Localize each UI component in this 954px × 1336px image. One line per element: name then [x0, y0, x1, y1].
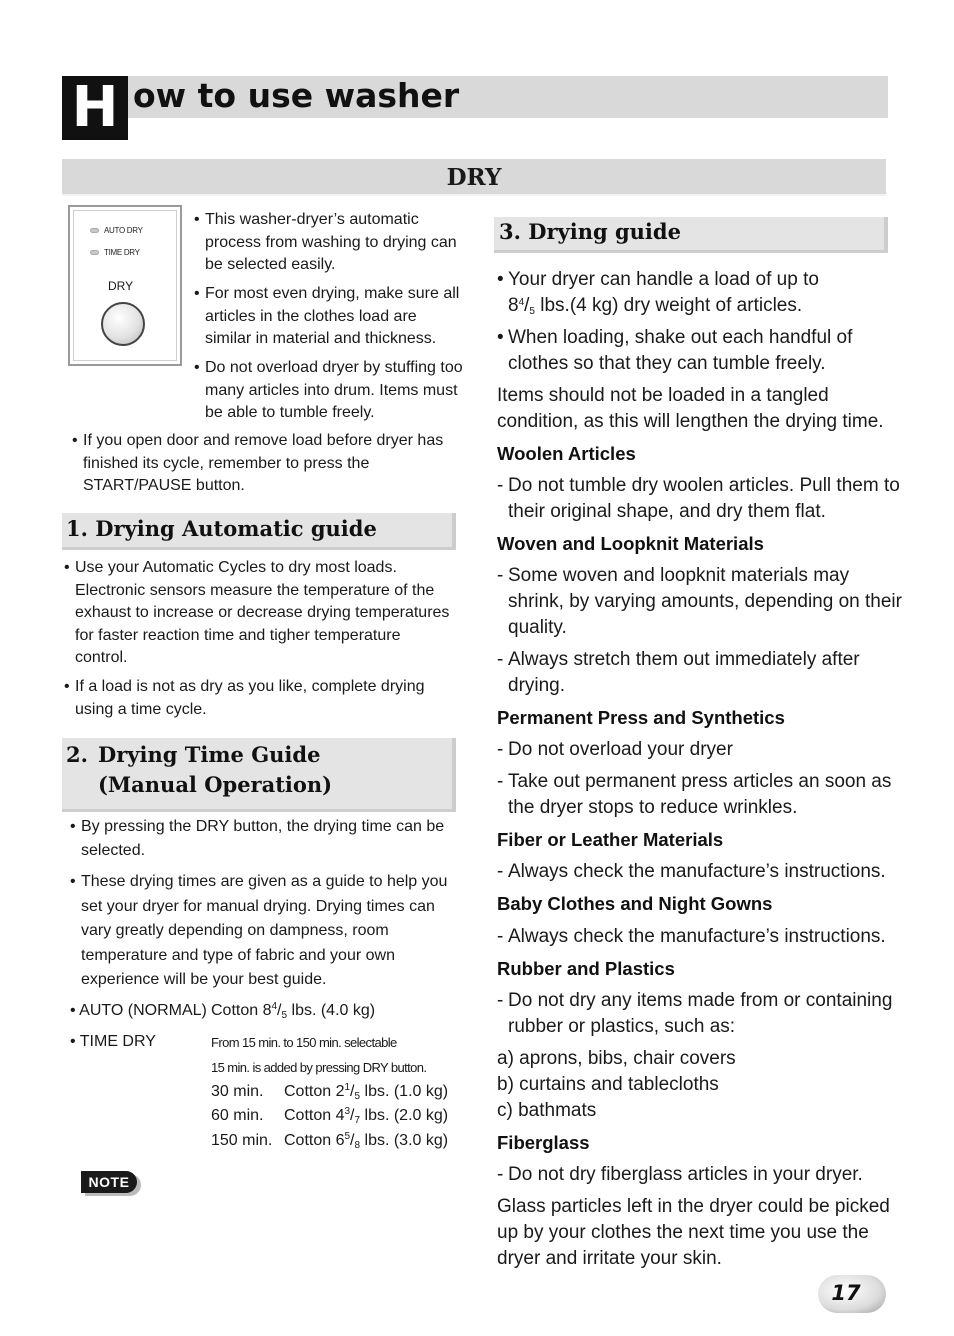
rubber-example: b) curtains and tablecloths	[497, 1074, 719, 1095]
baby-item: - Always check the manufacture’s instructions.	[497, 926, 886, 947]
page-title: ow to use washer	[133, 76, 460, 115]
guide2-bullet: • These drying times are given as a guide to help you set your dryer for manual drying. Drying times can vary greatly depending on dampness, room temperature and type of fabric and your own experience will be your best guide.	[70, 873, 448, 989]
auto-dry-indicator-icon	[90, 228, 99, 233]
time-dry-load: Cotton $2^1/_5$ lbs. (1.0 kg)	[284, 1082, 449, 1102]
time-dry-time: 30 min.	[211, 1083, 264, 1100]
woven-item: - Some woven and loopknit materials may shrink, by varying amounts, depending on their quality.	[497, 565, 902, 638]
guide2-heading-line2: (Manual Operation)	[98, 772, 333, 797]
guide1-bullet: • Use your Automatic Cycles to dry most loads. Electronic sensors measure the temperature of the exhaust to increase or decrease drying temperatures for faster reaction time and tigher temperature control.	[64, 559, 450, 666]
woven-heading: Woven and Loopknit Materials	[497, 533, 764, 554]
guide2-heading-number: 2.	[66, 742, 88, 767]
guide1-bullet: • If a load is not as dry as you like, complete drying using a time cycle.	[64, 678, 425, 718]
note-badge: NOTE	[81, 1171, 137, 1193]
time-dry-label: TIME DRY	[104, 248, 140, 257]
auto-normal-label: • AUTO (NORMAL)	[70, 1002, 207, 1019]
section-title: DRY	[446, 164, 502, 191]
time-dry-indicator-icon	[90, 250, 99, 255]
rubber-heading: Rubber and Plastics	[497, 958, 675, 979]
woolen-item: - Do not tumble dry woolen articles. Pull them to their original shape, and dry them flat.	[497, 475, 900, 522]
rubber-example: a) aprons, bibs, chair covers	[497, 1048, 736, 1069]
intro-bullet: • If you open door and remove load before dryer has finished its cycle, remember to press the START/PAUSE button.	[72, 432, 444, 494]
auto-normal-value: Cotton $8^4/_5$ lbs. (4.0 kg)	[211, 1001, 376, 1021]
fiber-heading: Fiber or Leather Materials	[497, 829, 724, 850]
time-dry-load: Cotton $4^3/_7$ lbs. (2.0 kg)	[284, 1106, 449, 1126]
guide1-heading: 1. Drying Automatic guide	[66, 516, 377, 541]
press-heading: Permanent Press and Synthetics	[497, 707, 785, 728]
guide2-heading-line1: Drying Time Guide	[98, 742, 321, 767]
auto-dry-label: AUTO DRY	[104, 226, 143, 235]
time-dry-load: Cotton $6^5/_8$ lbs. (3.0 kg)	[284, 1131, 449, 1151]
time-dry-note: From 15 min. to 150 min. selectable	[211, 1035, 397, 1050]
time-dry-note: 15 min. is added by pressing DRY button.	[211, 1060, 427, 1075]
intro-bullet: • For most even drying, make sure all articles in the clothes load are similar in material and thickness.	[194, 285, 460, 347]
fiberglass-heading: Fiberglass	[497, 1132, 590, 1153]
guide2-bullet: • By pressing the DRY button, the drying time can be selected.	[70, 818, 445, 859]
woolen-heading: Woolen Articles	[497, 443, 636, 464]
dry-button-label: DRY	[108, 279, 134, 293]
press-item: - Do not overload your dryer	[497, 739, 733, 760]
dry-button-icon	[101, 302, 145, 346]
guide3-bullet: • When loading, shake out each handful of clothes so that they can tumble freely.	[497, 327, 853, 374]
fiber-item: - Always check the manufacture’s instructions.	[497, 861, 886, 882]
intro-bullet: • Do not overload dryer by stuffing too many articles into drum. Items must be able to tumble freely.	[194, 359, 463, 421]
rubber-item: - Do not dry any items made from or containing rubber or plastics, such as:	[497, 990, 893, 1037]
time-dry-row-label: • TIME DRY	[70, 1033, 156, 1050]
guide3-heading: 3. Drying guide	[499, 219, 681, 244]
press-item: - Take out permanent press articles an soon as the dryer stops to reduce wrinkles.	[497, 771, 892, 818]
woven-item: - Always stretch them out immediately after drying.	[497, 649, 860, 696]
fiberglass-text: Glass particles left in the dryer could be picked up by your clothes the next time you use the dryer and irritate your skin.	[497, 1196, 890, 1269]
fiberglass-item: - Do not dry fiberglass articles in your dryer.	[497, 1164, 863, 1185]
baby-heading: Baby Clothes and Night Gowns	[497, 893, 773, 914]
title-initial-block: H	[62, 76, 128, 140]
time-dry-time: 150 min.	[211, 1132, 273, 1149]
time-dry-time: 60 min.	[211, 1107, 264, 1124]
intro-bullet: • This washer-dryer’s automatic process from washing to drying can be selected easily.	[194, 211, 457, 273]
page-number: 17	[831, 1281, 861, 1305]
rubber-example: c) bathmats	[497, 1100, 597, 1121]
tangle-text: Items should not be loaded in a tangled condition, as this will lengthen the drying time.	[497, 385, 884, 432]
guide3-bullet: • Your dryer can handle a load of up to $8^4/_5$ lbs.(4 kg) dry weight of articles.	[497, 269, 819, 317]
